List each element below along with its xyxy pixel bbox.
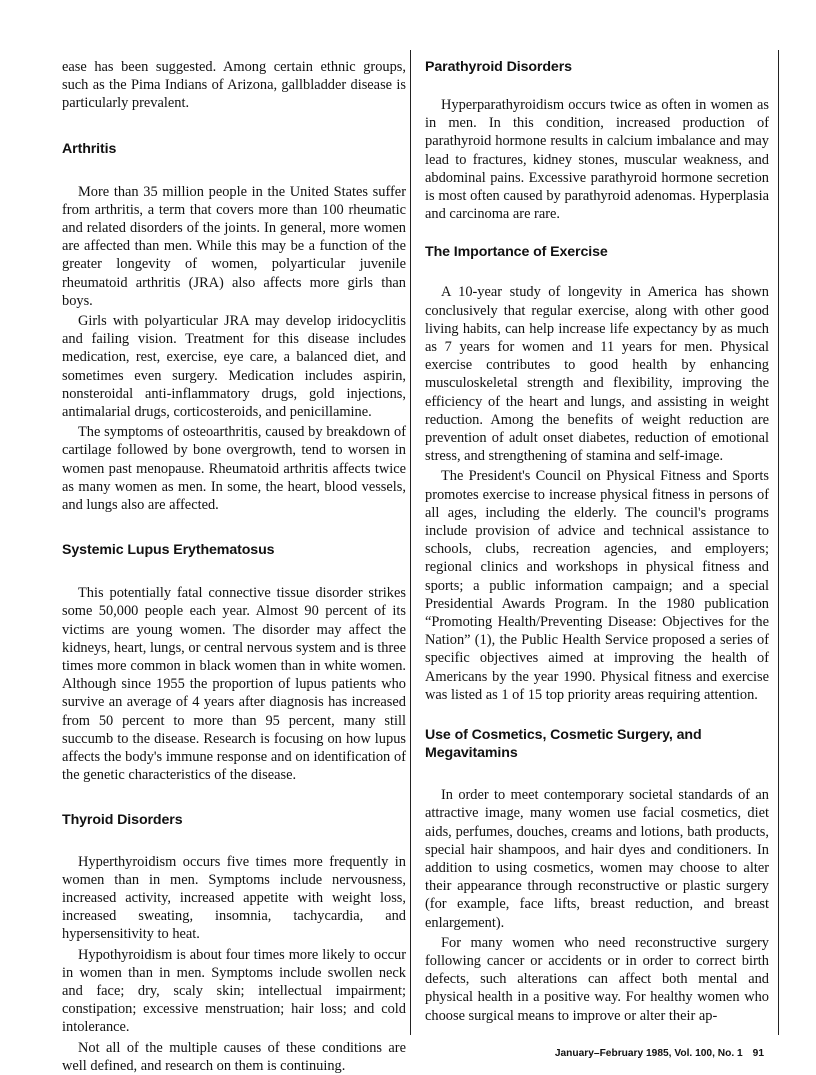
exercise-heading: The Importance of Exercise (425, 244, 608, 261)
right-margin-rule (778, 50, 779, 1035)
parathyroid-paragraph: Hyperparathyroidism occurs twice as often in women as in men. In this condition, increased production of parathyroid hormone results in calcium imbalance and may lead to fractures, kidney stones, muscular weakness, and abdominal pains. Excessive parathyroid hormone secretion is most often caused by parathyroid adenomas. Hyperplasia and carcinoma are rare. (425, 97, 769, 223)
thyroid-paragraph-3: Not all of the multiple causes of these conditions are well defined, and research on them is continuing. (62, 1039, 406, 1074)
column-divider (410, 50, 411, 1035)
lupus-paragraph: This potentially fatal connective tissue disorder strikes some 50,000 people each year. Almost 90 percent of its victims are young women. The disorder may affect the kidneys, heart, lungs, or central nervous system and is three times more common in black women than in white women. Although since 1955 the proportion of lupus patients who survive an average of 4 years after diagnosis has increased from 50 percent to more than 95 percent, many still succumb to the disease. Research is focusing on how lupus affects the body's immune response and on identification of the genetic characteristics of the disease. (62, 585, 406, 784)
thyroid-paragraph-1: Hyperthyroidism occurs five times more frequently in women than in men. Symptoms include nervousness, increased activity, increased appetite with weight loss, increased sweating, insomnia, tachycardia, and hypersensitivity to heat. (62, 853, 406, 943)
parathyroid-heading: Parathyroid Disorders (425, 59, 572, 75)
cosmetics-heading: Use of Cosmetics, Cosmetic Surgery, and Megavitamins (425, 727, 702, 762)
exercise-paragraph-2: The President's Council on Physical Fitness and Sports promotes exercise to increase physical fitness in persons of all ages, including the elderly. The council's programs include provision of advice and technical assistance to schools, clubs, recreation agencies, and employers; regional clinics and workshops in physical fitness and sports; a public information campaign; and a special Presidential Awards Program. In the 1980 publication “Promoting Health/Preventing Disease: Objectives for the Nation” (1), the Public Health Service proposed a series of specific objectives aimed at improving the health of Americans by the year 1990. Physical fitness and exercise was listed as 1 of 15 top priority areas requiring attention. (425, 468, 769, 703)
lupus-heading: Systemic Lupus Erythematosus (62, 542, 275, 559)
arthritis-paragraph-3: The symptoms of osteoarthritis, caused by breakdown of cartilage followed by bone overgrowth, tend to worsen in women past menopause. Rheumatoid arthritis affects twice as many women as men. In some, the heart, blood vessels, and lungs also are affected. (62, 424, 406, 514)
left-column (62, 48, 406, 1075)
cosmetics-paragraph-2: For many women who need reconstructive surgery following cancer or accidents or in order to correct birth defects, such alterations can affect both mental and physical health in a positive way. For healthy women who choose surgical means to improve or alter their ap- (425, 934, 769, 1024)
journal-citation: January–February 1985, Vol. 100, No. 1 (554, 1048, 743, 1059)
thyroid-paragraph-2: Hypothyroidism is about four times more likely to occur in women than in men. Symptoms include swollen neck and face; dry, scaly skin; intellectual impairment; constipation; excessive menstruation; hair loss; and cold intolerance. (62, 946, 406, 1036)
thyroid-heading: Thyroid Disorders (62, 811, 183, 828)
exercise-paragraph-1: A 10-year study of longevity in America has shown conclusively that regular exercise, along with other good living habits, can help increase life expectancy by as much as 7 years for women and 11 years for men. Physical exercise contributes to good health by enhancing musculoskeletal strength and flexibility, improving the efficiency of the heart and lungs, and assisting in weight reduction. Among the benefits of weight reduction are prevention of adult onset diabetes, reduction of emotional stress, and strengthening of stamina and self-image. (425, 284, 769, 465)
intro-paragraph: ease has been suggested. Among certain ethnic groups, such as the Pima Indians of Arizona, gallbladder disease is particularly prevalent. (62, 59, 406, 112)
right-column (425, 48, 769, 1025)
arthritis-heading: Arthritis (62, 140, 117, 157)
page-footer (555, 1048, 764, 1059)
page-number: 91 (752, 1048, 764, 1059)
cosmetics-paragraph-1: In order to meet contemporary societal standards of an attractive image, many women use facial cosmetics, diet aids, perfumes, douches, creams and lotions, bath products, special hair shampoos, and hair dyes and conditioners. In addition to using cosmetics, women may choose to alter their appearance through reconstructive or plastic surgery (for example, face lifts, breast reduction, and breast enlargement). (425, 787, 769, 931)
arthritis-paragraph-2: Girls with polyarticular JRA may develop iridocyclitis and failing vision. Treatment for this disease includes medication, rest, exercise, eye care, a balanced diet, and sometimes even surgery. Medication includes aspirin, nonsteroidal anti-inflammatory drugs, gold injections, antimalarial drugs, corticosteroids, and penicillamine. (62, 313, 406, 421)
arthritis-paragraph-1: More than 35 million people in the United States suffer from arthritis, a term that covers more than 100 rheumatic and related disorders of the joints. In general, more women are affected than men. While this may be a function of the greater longevity of women, polyarticular juvenile rheumatoid arthritis (JRA) also affects more girls than boys. (62, 183, 406, 309)
